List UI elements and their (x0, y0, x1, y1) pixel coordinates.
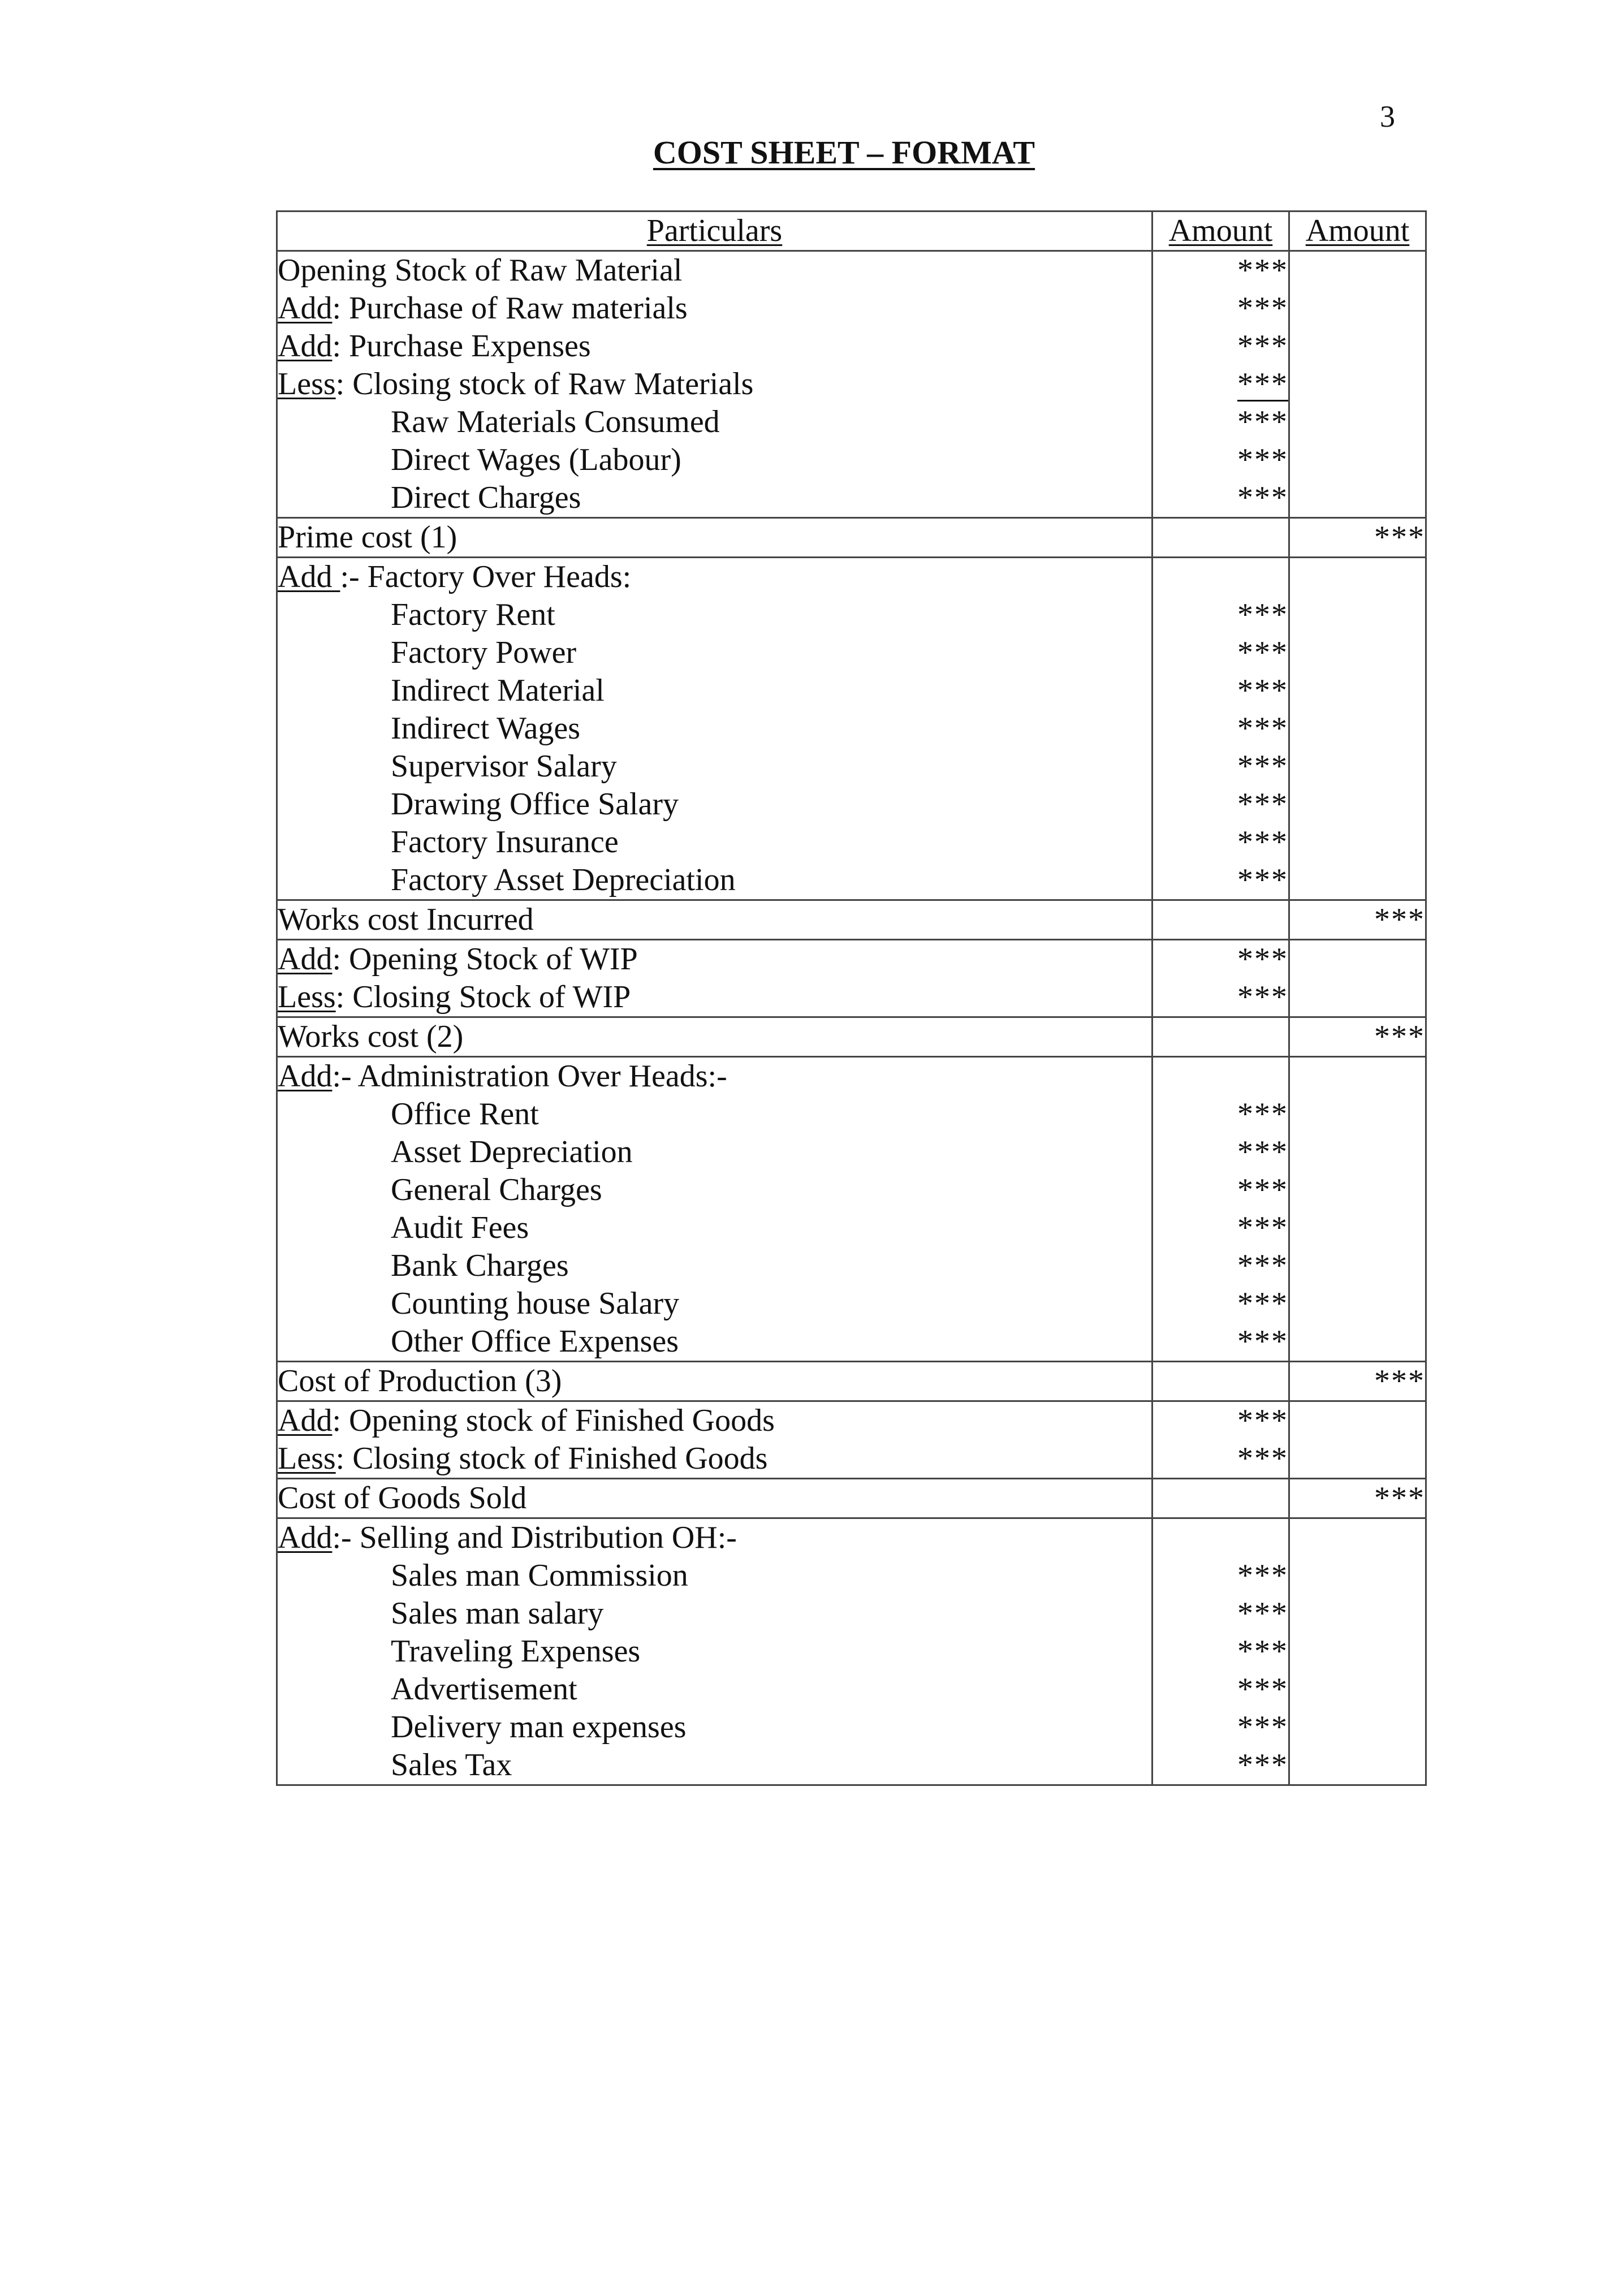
amount-cell-1 (1152, 1247, 1289, 1285)
amount-cell-1 (1152, 1746, 1289, 1785)
keyword-prefix: Less (278, 979, 336, 1015)
particulars-cell (277, 940, 1152, 979)
particulars-cell (277, 710, 1152, 748)
particulars-text: Direct Charges (391, 480, 581, 515)
amount-cell-1 (1152, 327, 1289, 365)
table-row (277, 1171, 1426, 1209)
particulars-text: Sales man salary (391, 1596, 604, 1631)
amount-value: *** (1237, 673, 1288, 708)
table-row (277, 290, 1426, 327)
particulars-cell (277, 403, 1152, 441)
table-row (277, 1209, 1426, 1247)
table-row (277, 518, 1426, 558)
particulars-text: Sales Tax (391, 1747, 512, 1783)
amount-cell-2 (1289, 1671, 1426, 1708)
particulars-text: Counting house Salary (391, 1286, 680, 1321)
particulars-cell (277, 1746, 1152, 1785)
amount-cell-2 (1289, 596, 1426, 634)
particulars-text: Factory Power (391, 635, 577, 670)
particulars-cell (277, 748, 1152, 786)
particulars-text: :- Selling and Distribution OH:- (332, 1520, 737, 1555)
amount-cell-1 (1152, 1323, 1289, 1362)
table-row (277, 1362, 1426, 1401)
table-row (277, 596, 1426, 634)
particulars-cell (277, 1440, 1152, 1479)
amount-cell-2 (1289, 634, 1426, 672)
particulars-text: : Closing Stock of WIP (335, 979, 631, 1015)
amount-value: *** (1374, 1481, 1425, 1516)
table-header-row (277, 212, 1426, 251)
particulars-text: Indirect Wages (391, 711, 580, 746)
amount-cell-2 (1289, 1746, 1426, 1785)
amount-value: *** (1237, 253, 1288, 288)
particulars-cell (277, 558, 1152, 597)
particulars-text: : Closing stock of Finished Goods (335, 1441, 768, 1476)
amount-cell-1 (1152, 1017, 1289, 1057)
amount-cell-1 (1152, 978, 1289, 1017)
amount-cell-1 (1152, 748, 1289, 786)
amount-cell-1 (1152, 1671, 1289, 1708)
amount-value: *** (1237, 1710, 1288, 1745)
particulars-text: Direct Wages (Labour) (391, 442, 681, 477)
table-row (277, 327, 1426, 365)
amount-value: *** (1374, 902, 1425, 937)
particulars-text: Opening Stock of Raw Material (278, 253, 683, 288)
amount-cell-2 (1289, 748, 1426, 786)
particulars-text: Factory Insurance (391, 825, 619, 860)
table-row (277, 1247, 1426, 1285)
particulars-cell (277, 672, 1152, 710)
table-row (277, 1440, 1426, 1479)
particulars-cell (277, 441, 1152, 479)
amount-cell-2 (1289, 1518, 1426, 1557)
particulars-cell (277, 1017, 1152, 1057)
amount-cell-1 (1152, 1595, 1289, 1633)
amount-cell-2 (1289, 365, 1426, 403)
amount-cell-2 (1289, 710, 1426, 748)
amount-cell-2 (1289, 1133, 1426, 1171)
document-title: COST SHEET – FORMAT (653, 134, 1035, 171)
amount-cell-2 (1289, 558, 1426, 597)
particulars-text: : Opening stock of Finished Goods (332, 1403, 775, 1438)
amount-cell-1 (1152, 1708, 1289, 1746)
amount-cell-2 (1289, 1285, 1426, 1323)
particulars-cell (277, 479, 1152, 518)
particulars-cell (277, 823, 1152, 861)
amount-value: *** (1237, 635, 1288, 670)
amount-cell-2 (1289, 861, 1426, 900)
amount-cell-1 (1152, 441, 1289, 479)
amount-cell-1 (1152, 1440, 1289, 1479)
keyword-prefix: Add (278, 559, 340, 594)
amount-value: *** (1237, 480, 1288, 515)
page-number: 3 (1380, 100, 1395, 133)
particulars-cell (277, 1595, 1152, 1633)
table-row (277, 251, 1426, 290)
table-row (277, 1746, 1426, 1785)
particulars-cell (277, 518, 1152, 558)
amount-cell-1 (1152, 1171, 1289, 1209)
amount-cell-2 (1289, 290, 1426, 327)
particulars-cell (277, 1323, 1152, 1362)
amount-value: *** (1237, 825, 1288, 860)
table-row (277, 748, 1426, 786)
table-row (277, 1671, 1426, 1708)
particulars-text: Works cost (2) (278, 1019, 464, 1054)
table-row (277, 1133, 1426, 1171)
amount-cell-2 (1289, 441, 1426, 479)
amount-cell-2 (1289, 403, 1426, 441)
amount-cell-2 (1289, 823, 1426, 861)
amount-cell-2 (1289, 327, 1426, 365)
amount-value: *** (1374, 1019, 1425, 1054)
particulars-text: :- Administration Over Heads:- (332, 1059, 727, 1094)
cost-sheet-table (276, 210, 1427, 1786)
amount-value: *** (1237, 1558, 1288, 1593)
particulars-text: : Opening Stock of WIP (332, 942, 638, 977)
table-row (277, 786, 1426, 823)
amount-value: *** (1237, 1403, 1288, 1438)
header-amount-2: Amount (1289, 212, 1426, 251)
particulars-cell (277, 978, 1152, 1017)
amount-value: *** (1237, 1747, 1288, 1783)
particulars-text: Cost of Goods Sold (278, 1481, 527, 1516)
amount-value: *** (1237, 1596, 1288, 1631)
amount-cell-2 (1289, 251, 1426, 290)
amount-cell-2 (1289, 1595, 1426, 1633)
table-row (277, 1057, 1426, 1096)
particulars-cell (277, 1708, 1152, 1746)
amount-cell-1 (1152, 1285, 1289, 1323)
table-row (277, 823, 1426, 861)
amount-cell-1 (1152, 1057, 1289, 1096)
particulars-text: Works cost Incurred (278, 902, 534, 937)
particulars-cell (277, 1057, 1152, 1096)
particulars-cell (277, 290, 1152, 327)
particulars-text: Audit Fees (391, 1210, 529, 1245)
amount-cell-1 (1152, 1518, 1289, 1557)
amount-value: *** (1374, 520, 1425, 555)
amount-cell-2 (1289, 1479, 1426, 1518)
amount-value: *** (1237, 1286, 1288, 1321)
particulars-cell (277, 251, 1152, 290)
amount-cell-1 (1152, 823, 1289, 861)
keyword-prefix: Less (278, 366, 336, 402)
amount-cell-1 (1152, 1557, 1289, 1595)
particulars-text: Indirect Material (391, 673, 605, 708)
amount-cell-2 (1289, 1401, 1426, 1440)
table-row (277, 1017, 1426, 1057)
amount-value: *** (1237, 366, 1288, 402)
amount-cell-2 (1289, 1440, 1426, 1479)
table-row (277, 861, 1426, 900)
amount-value: *** (1237, 711, 1288, 746)
amount-value: *** (1237, 291, 1288, 326)
amount-cell-2 (1289, 1557, 1426, 1595)
particulars-text: Bank Charges (391, 1248, 569, 1283)
table-row (277, 672, 1426, 710)
amount-value: *** (1237, 329, 1288, 364)
amount-value: *** (1237, 787, 1288, 822)
amount-value: *** (1237, 442, 1288, 477)
amount-value: *** (1237, 597, 1288, 632)
amount-cell-2 (1289, 786, 1426, 823)
particulars-text: Sales man Commission (391, 1558, 688, 1593)
amount-value: *** (1237, 979, 1288, 1015)
particulars-text: General Charges (391, 1172, 602, 1207)
particulars-text: Factory Asset Depreciation (391, 862, 736, 897)
amount-value: *** (1237, 1441, 1288, 1476)
table-row (277, 900, 1426, 940)
particulars-cell (277, 1247, 1152, 1285)
amount-value: *** (1237, 1672, 1288, 1707)
amount-cell-2 (1289, 940, 1426, 979)
amount-cell-1 (1152, 1401, 1289, 1440)
particulars-text: : Closing stock of Raw Materials (335, 366, 754, 402)
particulars-cell (277, 861, 1152, 900)
amount-cell-2 (1289, 1209, 1426, 1247)
amount-cell-1 (1152, 1095, 1289, 1133)
amount-cell-2 (1289, 518, 1426, 558)
amount-value: *** (1237, 749, 1288, 784)
particulars-cell (277, 900, 1152, 940)
keyword-prefix: Less (278, 1441, 336, 1476)
amount-cell-1 (1152, 1133, 1289, 1171)
amount-cell-1 (1152, 1209, 1289, 1247)
particulars-text: Asset Depreciation (391, 1134, 633, 1169)
keyword-prefix: Add (278, 942, 333, 977)
amount-cell-1 (1152, 672, 1289, 710)
particulars-cell (277, 1633, 1152, 1671)
amount-cell-2 (1289, 1095, 1426, 1133)
particulars-cell (277, 365, 1152, 403)
amount-cell-1 (1152, 710, 1289, 748)
particulars-text: Traveling Expenses (391, 1634, 641, 1669)
amount-cell-2 (1289, 1171, 1426, 1209)
amount-value: *** (1237, 1097, 1288, 1132)
amount-cell-1 (1152, 558, 1289, 597)
amount-value: *** (1237, 862, 1288, 897)
particulars-text: Factory Rent (391, 597, 555, 632)
amount-cell-1 (1152, 403, 1289, 441)
amount-cell-2 (1289, 1708, 1426, 1746)
amount-value: *** (1237, 1172, 1288, 1207)
particulars-text: : Purchase Expenses (332, 329, 591, 364)
amount-cell-2 (1289, 1057, 1426, 1096)
amount-cell-2 (1289, 672, 1426, 710)
keyword-prefix: Add (278, 1520, 333, 1555)
table-row (277, 1401, 1426, 1440)
amount-value: *** (1374, 1363, 1425, 1399)
particulars-cell (277, 1557, 1152, 1595)
table-row (277, 1285, 1426, 1323)
table-row (277, 558, 1426, 597)
amount-cell-1 (1152, 634, 1289, 672)
table-row (277, 978, 1426, 1017)
amount-value: *** (1237, 1134, 1288, 1169)
amount-value: *** (1237, 404, 1288, 439)
particulars-cell (277, 1171, 1152, 1209)
particulars-cell (277, 596, 1152, 634)
table-row (277, 634, 1426, 672)
table-row (277, 710, 1426, 748)
amount-value: *** (1237, 1634, 1288, 1669)
particulars-cell (277, 634, 1152, 672)
particulars-cell (277, 1671, 1152, 1708)
particulars-cell (277, 1518, 1152, 1557)
table-row (277, 1708, 1426, 1746)
amount-cell-2 (1289, 479, 1426, 518)
table-row (277, 1595, 1426, 1633)
table-row (277, 1518, 1426, 1557)
table-row (277, 1557, 1426, 1595)
amount-cell-1 (1152, 1362, 1289, 1401)
table-row (277, 365, 1426, 403)
table-row (277, 1095, 1426, 1133)
amount-value: *** (1237, 1210, 1288, 1245)
table-row (277, 940, 1426, 979)
header-particulars: Particulars (277, 212, 1152, 251)
amount-cell-2 (1289, 1247, 1426, 1285)
particulars-text: Office Rent (391, 1097, 539, 1132)
particulars-text: Drawing Office Salary (391, 787, 679, 822)
particulars-text: : Purchase of Raw materials (332, 291, 688, 326)
amount-cell-1 (1152, 1479, 1289, 1518)
particulars-cell (277, 786, 1152, 823)
table-row (277, 1323, 1426, 1362)
particulars-cell (277, 1285, 1152, 1323)
particulars-cell (277, 1479, 1152, 1518)
particulars-cell (277, 1133, 1152, 1171)
table-row (277, 1479, 1426, 1518)
amount-value: *** (1237, 942, 1288, 977)
amount-cell-1 (1152, 1633, 1289, 1671)
amount-cell-1 (1152, 940, 1289, 979)
amount-cell-2 (1289, 900, 1426, 940)
table-row (277, 479, 1426, 518)
amount-cell-1 (1152, 861, 1289, 900)
amount-cell-1 (1152, 518, 1289, 558)
amount-cell-2 (1289, 1323, 1426, 1362)
amount-cell-2 (1289, 978, 1426, 1017)
particulars-text: Raw Materials Consumed (391, 404, 720, 439)
amount-cell-2 (1289, 1362, 1426, 1401)
keyword-prefix: Add (278, 1059, 333, 1094)
amount-cell-1 (1152, 786, 1289, 823)
header-amount-1: Amount (1152, 212, 1289, 251)
particulars-cell (277, 327, 1152, 365)
particulars-text: Delivery man expenses (391, 1710, 687, 1745)
particulars-text: Other Office Expenses (391, 1324, 679, 1359)
keyword-prefix: Add (278, 329, 333, 364)
amount-value: *** (1237, 1324, 1288, 1359)
table-row (277, 403, 1426, 441)
amount-cell-1 (1152, 900, 1289, 940)
particulars-cell (277, 1209, 1152, 1247)
keyword-prefix: Add (278, 291, 333, 326)
amount-cell-1 (1152, 596, 1289, 634)
particulars-cell (277, 1362, 1152, 1401)
table-row (277, 441, 1426, 479)
particulars-text: Cost of Production (3) (278, 1363, 562, 1399)
particulars-text: Supervisor Salary (391, 749, 617, 784)
table-row (277, 1633, 1426, 1671)
particulars-text: :- Factory Over Heads: (340, 559, 632, 594)
particulars-text: Advertisement (391, 1672, 577, 1707)
amount-cell-1 (1152, 365, 1289, 403)
particulars-text: Prime cost (1) (278, 520, 457, 555)
amount-cell-2 (1289, 1017, 1426, 1057)
keyword-prefix: Add (278, 1403, 333, 1438)
amount-value: *** (1237, 1248, 1288, 1283)
table-body (277, 251, 1426, 1785)
amount-cell-2 (1289, 1633, 1426, 1671)
amount-cell-1 (1152, 479, 1289, 518)
particulars-cell (277, 1095, 1152, 1133)
amount-cell-1 (1152, 251, 1289, 290)
amount-cell-1 (1152, 290, 1289, 327)
particulars-cell (277, 1401, 1152, 1440)
